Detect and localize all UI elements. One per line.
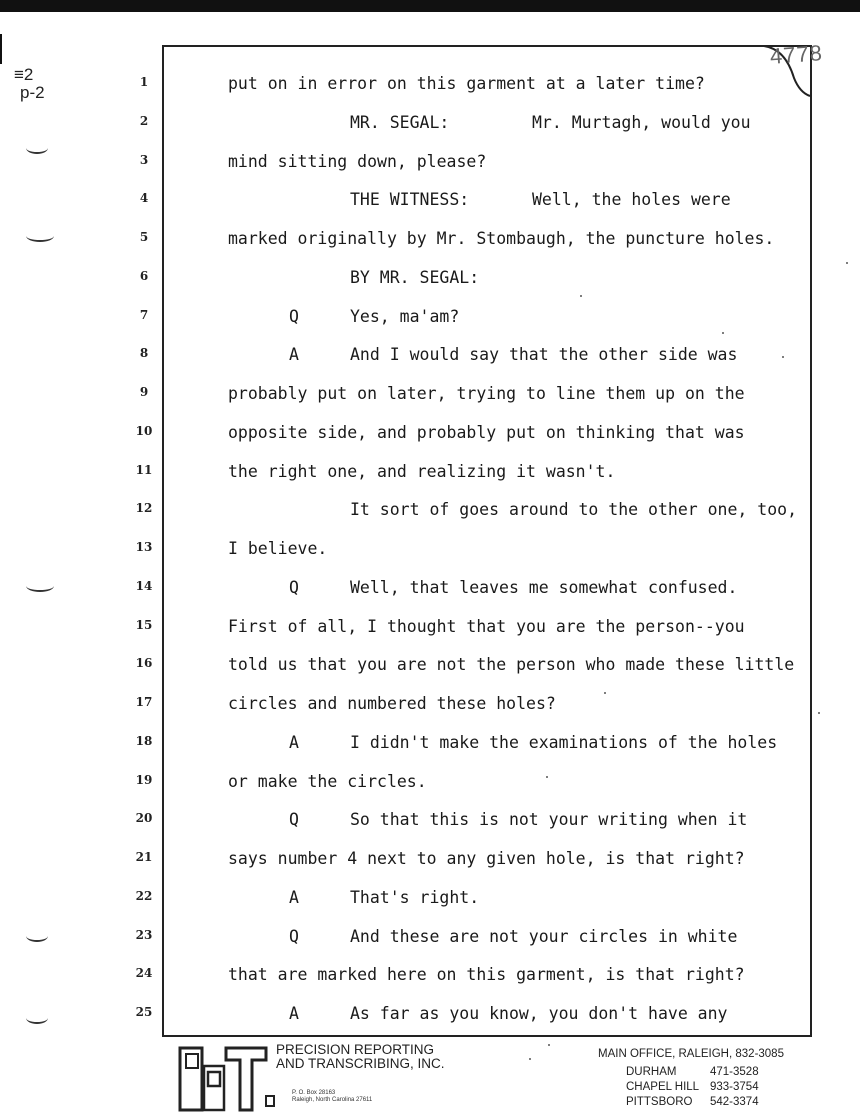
left-edge-mark [0,34,2,64]
margin-code-line1: ≡2 [14,65,34,84]
transcript-text: I believe. [228,539,328,558]
line-number: 5 [139,230,149,244]
address-line1: P. O. Box 28163 [292,1090,336,1096]
transcript-text: told us that you are not the person who made these little [228,655,795,674]
line-number: 13 [135,540,153,554]
transcript-text: So that this is not your writing when it [350,810,748,829]
scan-speck [818,712,820,714]
transcript-text: the right one, and realizing it wasn't. [228,462,616,481]
transcript-text: BY MR. SEGAL: [350,268,480,287]
scan-speck [529,1058,531,1060]
line-number: 2 [139,114,149,128]
transcript-text: A [289,1004,299,1023]
transcript-text: that are marked here on this garment, is that right? [228,965,745,984]
line-number: 21 [135,850,153,864]
line-number: 1 [139,75,149,89]
line-number: 25 [135,1005,153,1019]
transcript-text: MR. SEGAL: [350,113,450,132]
transcript-text: A [289,345,299,364]
line-number: 3 [139,153,149,167]
line-number: 22 [135,889,153,903]
margin-code [14,66,45,102]
punch-hole-mark [26,142,48,154]
margin-code-line2: p-2 [20,83,45,102]
transcript-text: says number 4 next to any given hole, is that right? [228,849,745,868]
transcript-text: circles and numbered these holes? [228,694,556,713]
office-city-chapel-hill: CHAPEL HILL [626,1081,700,1093]
scan-speck [846,262,848,264]
transcript-text: marked originally by Mr. Stombaugh, the puncture holes. [228,229,775,248]
transcript-text: That's right. [350,888,480,907]
office-city-pittsboro: PITTSBORO [626,1096,693,1108]
office-phone-pittsboro: 542-3374 [710,1096,759,1108]
transcript-text: Q [289,810,299,829]
line-number: 4 [139,191,149,205]
line-number: 8 [139,346,149,360]
line-number: 20 [135,811,153,825]
line-number: 16 [135,656,153,670]
line-number: 6 [139,269,149,283]
transcript-text: THE WITNESS: [350,190,470,209]
line-number: 24 [135,966,153,980]
transcript-text: And these are not your circles in white [350,927,738,946]
line-number: 14 [135,579,153,593]
bates-stamp: 4778 [769,40,824,69]
address-line2: Raleigh, North Carolina 27611 [292,1097,373,1103]
transcript-text: Q [289,578,299,597]
transcript-text: It sort of goes around to the other one, too, [350,500,798,519]
scan-speck [722,332,724,334]
line-number: 12 [135,501,153,515]
transcript-text: opposite side, and probably put on thinking that was [228,423,745,442]
transcript-text: As far as you know, you don't have any [350,1004,728,1023]
line-number: 7 [139,308,149,322]
transcript-text: And I would say that the other side was [350,345,738,364]
line-number: 23 [135,928,153,942]
top-border-rule [0,0,860,14]
main-office: MAIN OFFICE, RALEIGH, 832-3085 [598,1048,784,1060]
line-number: 18 [135,734,153,748]
transcript-text: Q [289,927,299,946]
scan-speck [580,295,582,297]
company-logo-icon [178,1044,276,1112]
transcript-text: A [289,888,299,907]
transcript-text: probably put on later, trying to line them up on the [228,384,745,403]
office-phone-chapel-hill: 933-3754 [710,1081,759,1093]
firm-name [276,1043,445,1071]
transcript-text: Mr. Murtagh, would you [532,113,751,132]
scan-speck [604,692,606,694]
transcript-text: Yes, ma'am? [350,307,460,326]
line-number: 17 [135,695,153,709]
scan-speck [548,1044,550,1046]
transcript-text: mind sitting down, please? [228,152,487,171]
punch-hole-mark [26,230,54,242]
office-phone-durham: 471-3528 [710,1066,759,1078]
transcript-text: Well, that leaves me somewhat confused. [350,578,738,597]
firm-address [292,1090,372,1104]
scan-speck [782,356,784,358]
firm-name-line1: PRECISION REPORTING [276,1042,435,1057]
line-number: 10 [135,424,153,438]
transcript-text: A [289,733,299,752]
transcript-text: First of all, I thought that you are the person--you [228,617,745,636]
punch-hole-mark [26,930,48,942]
line-number: 9 [139,385,149,399]
firm-name-line2: AND TRANSCRIBING, INC. [276,1056,445,1071]
transcript-text: Q [289,307,299,326]
punch-hole-mark [26,580,54,592]
line-number: 19 [135,773,153,787]
transcript-text: put on in error on this garment at a later time? [228,74,705,93]
scan-speck [546,776,548,778]
transcript-text: Well, the holes were [532,190,731,209]
punch-hole-mark [26,1012,48,1024]
office-city-durham: DURHAM [626,1066,677,1078]
line-number: 15 [135,618,153,632]
line-number: 11 [135,463,153,477]
transcript-text: or make the circles. [228,772,427,791]
transcript-text: I didn't make the examinations of the holes [350,733,778,752]
